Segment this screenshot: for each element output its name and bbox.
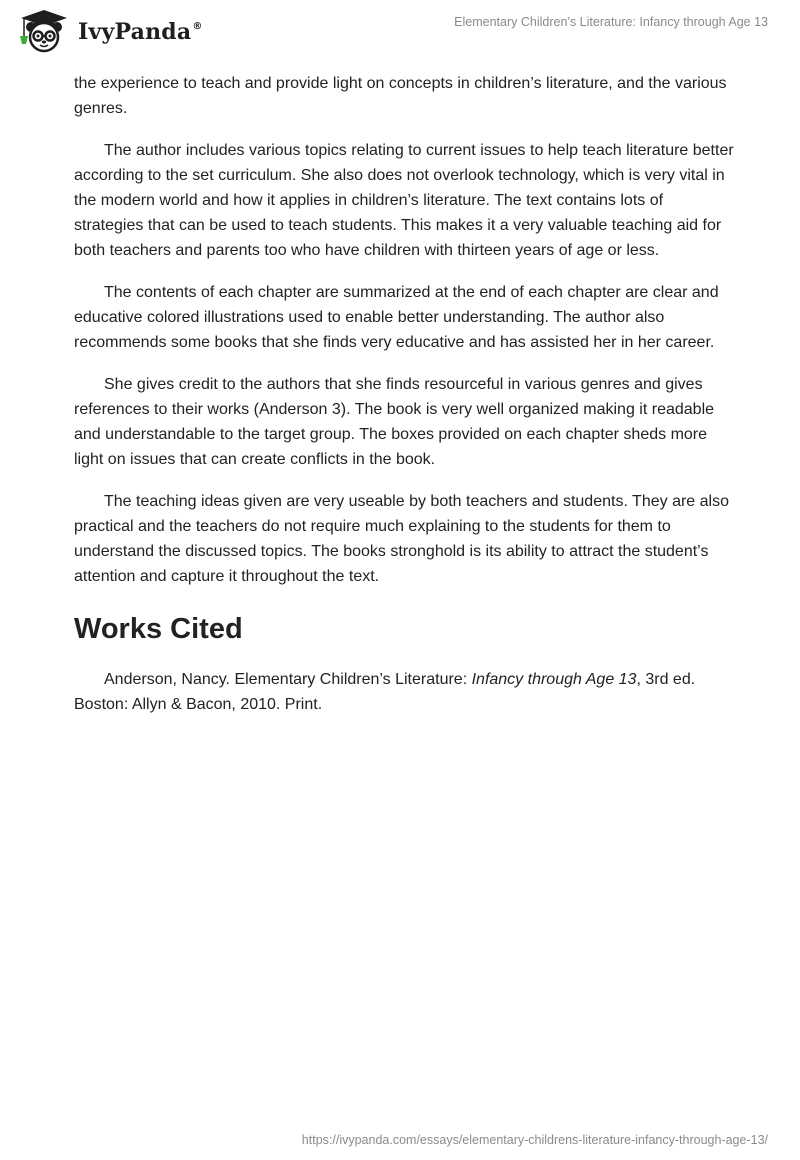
panda-graduate-icon <box>14 8 74 54</box>
registered-mark: ® <box>192 21 203 32</box>
page-header <box>0 0 800 66</box>
paragraph-continued: the experience to teach and provide light on concepts in children’s literature, and the various genres. <box>74 75 727 117</box>
ivypanda-logo[interactable] <box>14 8 203 54</box>
essay-body <box>74 71 734 717</box>
paragraph: She gives credit to the authors that she finds resourceful in various genres and gives references to their works (Anderson 3). The book is very well organized making it readable and understandable to the target group. The boxes provided on each chapter sheds more light on issues that can create conflicts in the book. <box>74 376 715 468</box>
citation-publication: , 3rd ed. Boston: Allyn & Bacon, 2010. Print. <box>74 671 696 713</box>
brand-name: IvyPanda® <box>78 19 203 45</box>
works-cited-heading: Works Cited <box>74 613 243 645</box>
citation-author-title: Anderson, Nancy. Elementary Children’s Literature: <box>104 671 472 688</box>
paragraph: The contents of each chapter are summarized at the end of each chapter are clear and educative colored illustrations used to enable better understanding. The author also recommends some books that she finds very educative and has assisted her in her career. <box>74 284 719 351</box>
document-title: Elementary Children’s Literature: Infancy through Age 13 <box>454 15 768 29</box>
paragraph: The teaching ideas given are very useable by both teachers and students. They are also practical and the teachers do not require much explaining to the students for them to understand the discussed topics. The books stronghold is its ability to attract the student’s attention and capture it throughout the text. <box>74 493 729 585</box>
citation-entry <box>74 667 734 717</box>
citation-italic-title: Infancy through Age 13 <box>471 671 637 688</box>
source-url[interactable]: https://ivypanda.com/essays/elementary-childrens-literature-infancy-through-age-13/ <box>301 1133 768 1147</box>
paragraph: The author includes various topics relating to current issues to help teach literature better according to the set curriculum. She also does not overlook technology, which is very vital in the modern world and how it applies in children’s literature. The text contains lots of strategies that can be used to teach students. This makes it a very valuable teaching aid for both teachers and parents too who have children with thirteen years of age or less. <box>74 142 734 259</box>
